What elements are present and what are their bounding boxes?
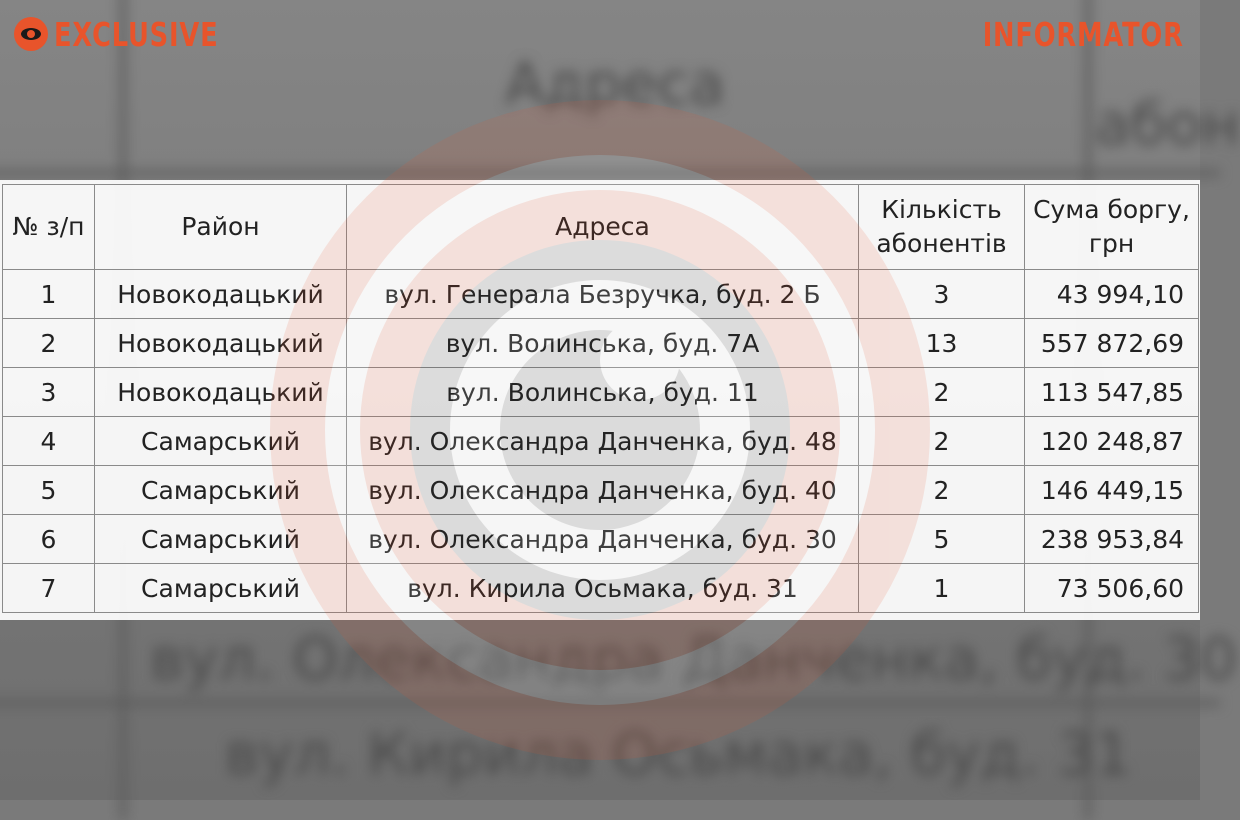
table-header — [3, 185, 1199, 270]
cell-count: 13 — [859, 319, 1025, 368]
cell-num: 1 — [3, 270, 95, 319]
cell-address: вул. Генерала Безручка, буд. 2 Б — [347, 270, 859, 319]
header-sum: Сума боргу, грн — [1025, 185, 1199, 270]
informator-logo-text: INFORMATOR — [982, 14, 1184, 54]
debt-table-panel — [0, 180, 1200, 620]
cell-district: Самарський — [95, 564, 347, 613]
cell-count: 1 — [859, 564, 1025, 613]
header-address: Адреса — [347, 185, 859, 270]
cell-address: вул. Кирила Осьмака, буд. 31 — [347, 564, 859, 613]
cell-district: Новокодацький — [95, 319, 347, 368]
cell-address: вул. Волинська, буд. 7А — [347, 319, 859, 368]
eye-icon — [14, 17, 48, 51]
table-body — [3, 270, 1199, 613]
informator-logo — [926, 14, 1184, 54]
debt-table — [2, 184, 1199, 613]
cell-count: 3 — [859, 270, 1025, 319]
exclusive-logo-text: EXCLUSIVE — [54, 14, 219, 54]
cell-sum: 43 994,10 — [1025, 270, 1199, 319]
cell-address: вул. Волинська, буд. 11 — [347, 368, 859, 417]
cell-count: 2 — [859, 466, 1025, 515]
cell-sum: 120 248,87 — [1025, 417, 1199, 466]
cell-num: 3 — [3, 368, 95, 417]
table-row — [3, 270, 1199, 319]
table-row — [3, 515, 1199, 564]
bg-header-partial: абон — [1095, 90, 1240, 158]
cell-count: 5 — [859, 515, 1025, 564]
header-district: Район — [95, 185, 347, 270]
cell-num: 7 — [3, 564, 95, 613]
cell-district: Новокодацький — [95, 270, 347, 319]
table-row — [3, 466, 1199, 515]
cell-num: 6 — [3, 515, 95, 564]
bg-grid-line — [0, 170, 1220, 176]
table-row — [3, 368, 1199, 417]
cell-district: Новокодацький — [95, 368, 347, 417]
cell-num: 5 — [3, 466, 95, 515]
cell-address: вул. Олександра Данченка, буд. 30 — [347, 515, 859, 564]
cell-address: вул. Олександра Данченка, буд. 40 — [347, 466, 859, 515]
cell-district: Самарський — [95, 466, 347, 515]
cell-sum: 113 547,85 — [1025, 368, 1199, 417]
table-header-row — [3, 185, 1199, 270]
cell-num: 4 — [3, 417, 95, 466]
table-row — [3, 417, 1199, 466]
header-num: № з/п — [3, 185, 95, 270]
cell-sum: 73 506,60 — [1025, 564, 1199, 613]
bg-row-a: вул. Олександра Данченка, буд. 30 — [150, 625, 1238, 693]
bg-grid-line — [0, 700, 1220, 706]
header-count: Кількість абонентів — [859, 185, 1025, 270]
cell-district: Самарський — [95, 515, 347, 564]
cell-num: 2 — [3, 319, 95, 368]
table-row — [3, 319, 1199, 368]
table-row — [3, 564, 1199, 613]
cell-address: вул. Олександра Данченка, буд. 48 — [347, 417, 859, 466]
cell-sum: 557 872,69 — [1025, 319, 1199, 368]
cell-sum: 146 449,15 — [1025, 466, 1199, 515]
bg-header-address: Адреса — [505, 50, 725, 118]
exclusive-logo — [14, 14, 265, 54]
cell-sum: 238 953,84 — [1025, 515, 1199, 564]
cell-district: Самарський — [95, 417, 347, 466]
cell-count: 2 — [859, 368, 1025, 417]
bg-row-b: вул. Кирила Осьмака, буд. 31 — [225, 720, 1132, 788]
cell-count: 2 — [859, 417, 1025, 466]
